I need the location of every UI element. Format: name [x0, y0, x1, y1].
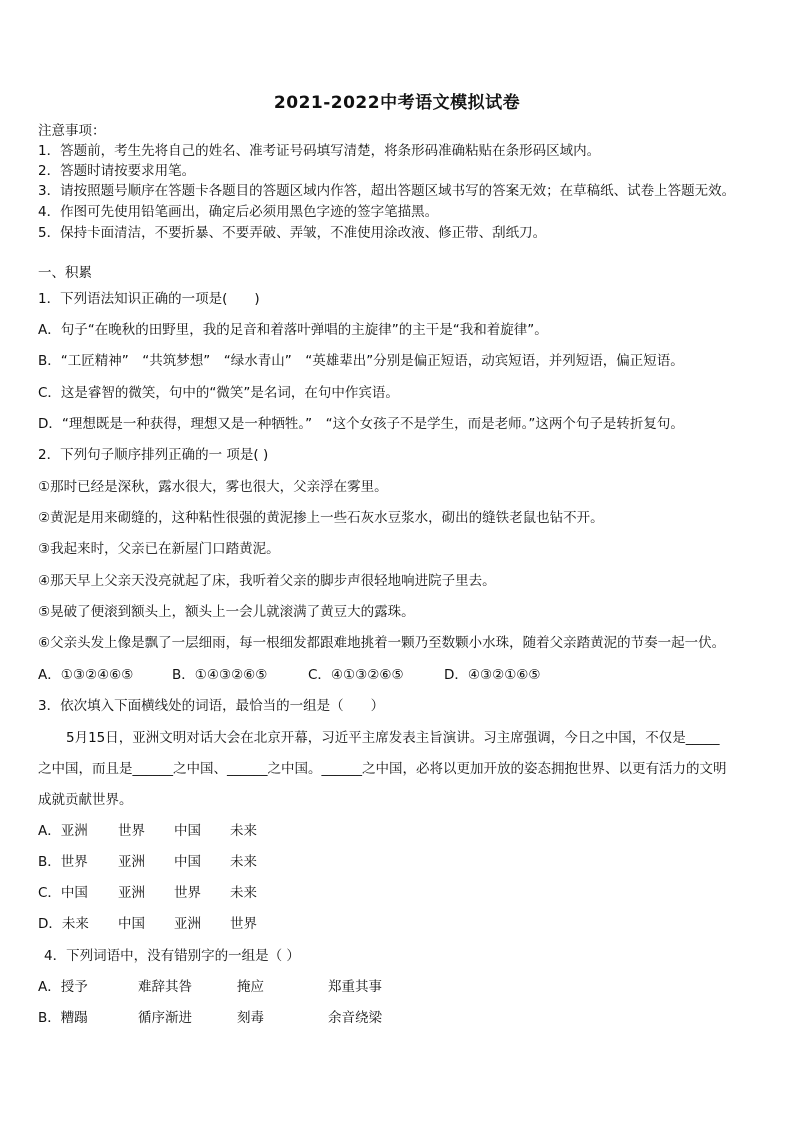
q2-options: [38, 666, 758, 684]
q3-c-word-1: C．中国: [38, 885, 88, 901]
section-heading: 一、积累: [38, 265, 92, 281]
notice-item-5: 5．保持卡面清洁，不要折暴、不要弄破、弄皱，不准使用涂改液、修正带、刮纸刀。: [38, 225, 547, 241]
q1-stem: 1．下列语法知识正确的一项是( ): [38, 291, 260, 307]
q4-stem: 4．下列词语中，没有错别字的一组是（ ）: [44, 948, 300, 964]
q3-b-word-2: 亚洲: [118, 854, 145, 870]
q1-option-b: B．“工匠精神” “共筑梦想” “绿水青山” “英雄辈出”分别是偏正短语，动宾短语，并列短语，偏正短语。: [38, 353, 684, 369]
q2-sentence-3: ③我起来时，父亲已在新屋门口踏黄泥。: [38, 541, 280, 557]
notice-heading: 注意事项：: [38, 123, 106, 139]
page-title: 2021-2022中考语文模拟试卷: [273, 93, 521, 113]
q3-b-word-3: 中国: [174, 854, 201, 870]
q2-sentence-5: ⑤晃破了便滚到额头上，额头上一会儿就滚满了黄豆大的露珠。: [38, 604, 415, 620]
q3-option-d: [38, 915, 758, 933]
q2-stem: 2．下列句子顺序排列正确的一 项是( ): [38, 447, 269, 463]
q4-b-word-1: B．糟蹋: [38, 1010, 88, 1026]
q1-option-c: C．这是睿智的微笑，句中的“微笑”是名词，在句中作宾语。: [38, 385, 399, 401]
q2-sentence-1: ①那时已经是深秋，露水很大，雾也很大，父亲浮在雾里。: [38, 479, 388, 495]
q2-sentence-2: ②黄泥是用来砌缝的，这种粘性很强的黄泥掺上一些石灰水豆浆水，砌出的缝铁老鼠也钻不开。: [38, 510, 604, 526]
q3-passage-line-1: 5月15日，亚洲文明对话大会在北京开幕，习近平主席发表主旨演讲。习主席强调，今日之中国，不仅是_____: [66, 730, 720, 746]
q3-b-word-1: B．世界: [38, 854, 88, 870]
q4-a-word-1: A．授予: [38, 979, 88, 995]
q3-passage-line-3: 成就贡献世界。: [38, 792, 133, 808]
q3-option-b: [38, 853, 758, 871]
q4-a-word-2: 难辞其咎: [138, 979, 192, 995]
q4-a-word-3: 掩应: [237, 979, 264, 995]
q3-a-word-1: A．亚洲: [38, 823, 88, 839]
q3-passage-line-2: 之中国，而且是______之中国、______之中国。______之中国，必将以更加开放的姿态拥抱世界、以更有活力的文明: [38, 761, 727, 777]
q2-option-c: C．④①③②⑥⑤: [308, 667, 404, 683]
q3-c-word-4: 未来: [230, 885, 257, 901]
q3-c-word-3: 世界: [174, 885, 201, 901]
q3-a-word-2: 世界: [118, 823, 145, 839]
q4-b-word-3: 刻毒: [237, 1010, 264, 1026]
q3-d-word-1: D．未来: [38, 916, 89, 932]
notice-item-3: 3．请按照题号顺序在答题卡各题目的答题区域内作答，超出答题区域书写的答案无效；在草稿纸、试卷上答题无效。: [38, 183, 736, 199]
q3-c-word-2: 亚洲: [118, 885, 145, 901]
q3-d-word-3: 亚洲: [174, 916, 201, 932]
q4-b-word-4: 余音绕梁: [328, 1010, 382, 1026]
q2-sentence-6: ⑥父亲头发上像是飘了一层细雨，每一根细发都跟难地挑着一颗乃至数颗小水珠，随着父亲踏黄泥的节奏一起一伏。: [38, 635, 726, 651]
q4-option-b: [38, 1009, 758, 1027]
q4-b-word-2: 循序渐进: [138, 1010, 192, 1026]
q2-option-a: A．①③②④⑥⑤: [38, 667, 134, 683]
notice-item-4: 4．作图可先使用铅笔画出，确定后必须用黑色字迹的签字笔描黑。: [38, 204, 439, 220]
q2-option-b: B．①④③②⑥⑤: [172, 667, 268, 683]
q3-stem: 3．依次填入下面横线处的词语，最恰当的一组是（ ）: [38, 698, 385, 714]
notice-item-1: 1．答题前，考生先将自己的姓名、准考证号码填写清楚，将条形码准确粘贴在条形码区域内。: [38, 143, 601, 159]
q4-a-word-4: 郑重其事: [328, 979, 382, 995]
q4-option-a: [38, 978, 758, 996]
q2-option-d: D．④③②①⑥⑤: [444, 667, 541, 683]
notice-item-2: 2．答题时请按要求用笔。: [38, 163, 196, 179]
q3-option-a: [38, 822, 758, 840]
q3-a-word-3: 中国: [174, 823, 201, 839]
q3-d-word-4: 世界: [230, 916, 257, 932]
q3-a-word-4: 未来: [230, 823, 257, 839]
q1-option-d: D．“理想既是一种获得，理想又是一种牺牲。” “这个女孩子不是学生，而是老师。”这两个句子是转折复句。: [38, 416, 684, 432]
q2-sentence-4: ④那天早上父亲天没亮就起了床，我听着父亲的脚步声很轻地响进院子里去。: [38, 573, 496, 589]
q3-b-word-4: 未来: [230, 854, 257, 870]
q3-d-word-2: 中国: [118, 916, 145, 932]
q1-option-a: A．句子“在晚秋的田野里，我的足音和着落叶弹唱的主旋律”的主干是“我和着旋律”。: [38, 322, 548, 338]
q3-option-c: [38, 884, 758, 902]
